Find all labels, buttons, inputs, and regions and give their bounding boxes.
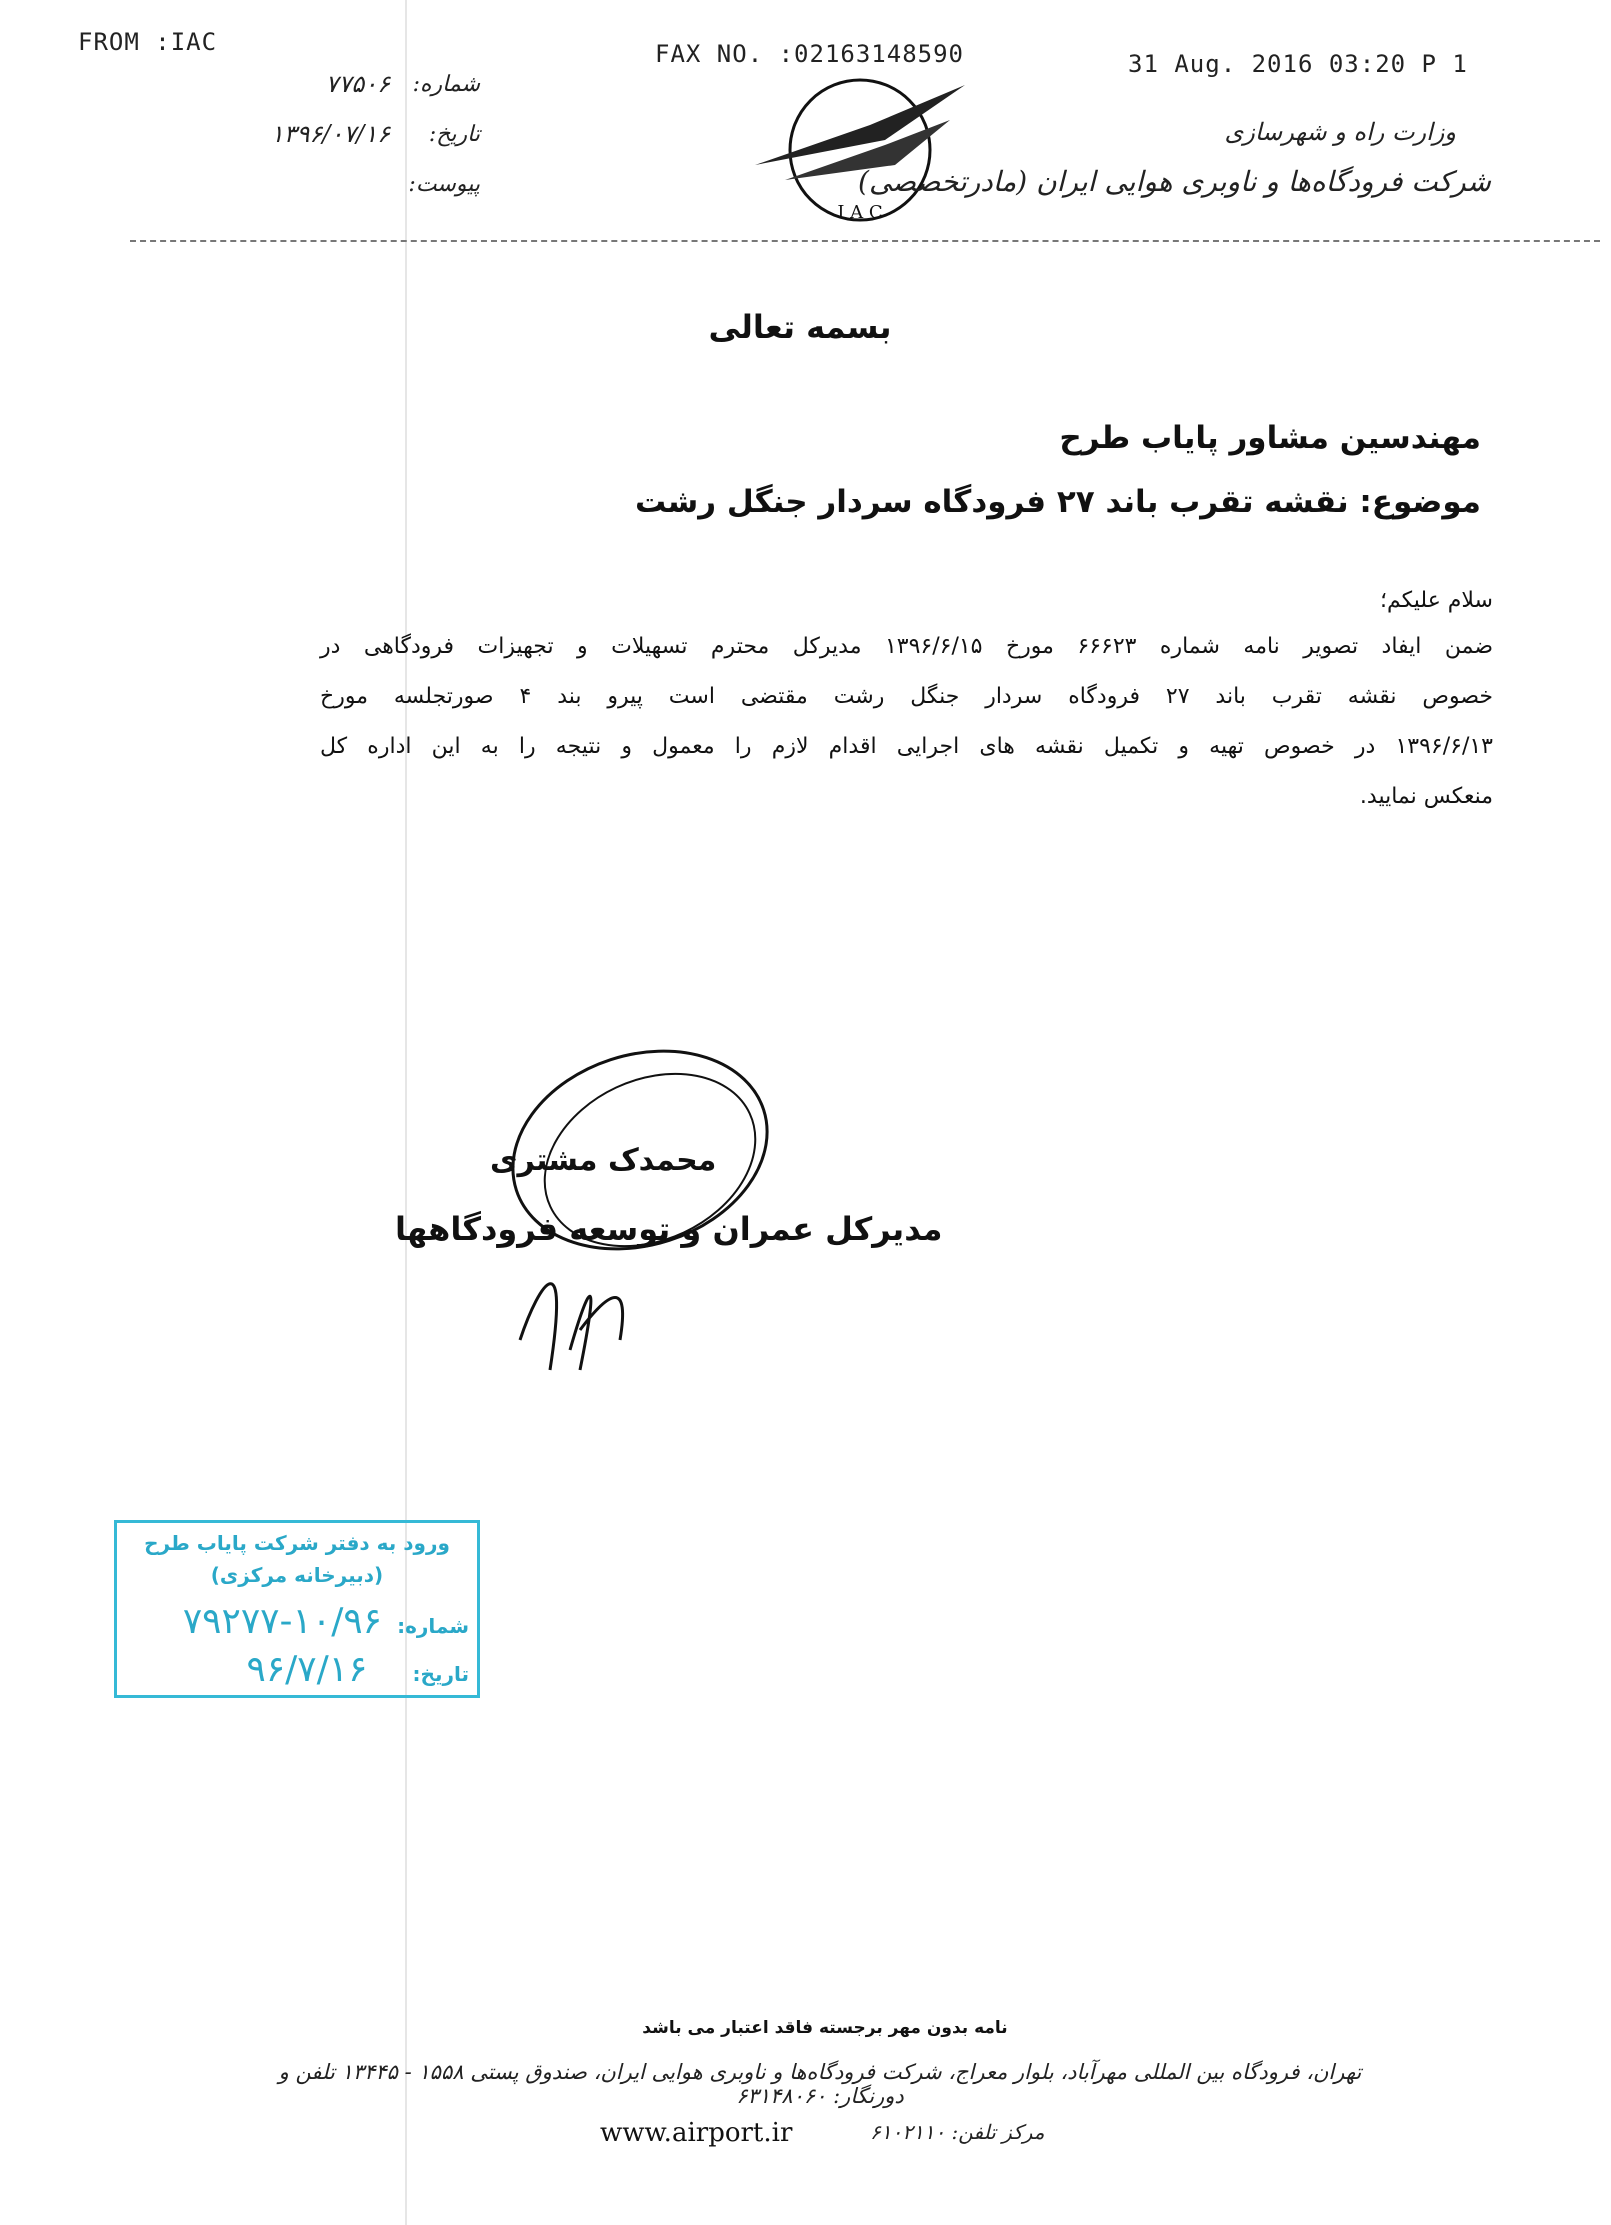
fax-number: FAX NO. :02163148590 xyxy=(655,40,964,68)
ministry-name: وزارت راه و شهرسازی xyxy=(1224,118,1456,146)
footer-website: www.airport.ir xyxy=(600,2118,793,2148)
footer-center-tel: مرکز تلفن: ۶۱۰۲۱۱۰ xyxy=(870,2120,1045,2144)
logo-wing-top xyxy=(755,85,965,165)
stamp-date-row xyxy=(125,1649,469,1690)
stamp-date-value: ۹۶/۷/۱۶ xyxy=(246,1649,368,1690)
attachment-label: پیوست: xyxy=(408,172,480,197)
body-line: منعکس نمایید. xyxy=(1359,784,1493,809)
paper-fold-line xyxy=(405,0,407,2225)
logo-letters: I A C xyxy=(837,202,883,223)
letter-date: ۱۳۹۶/۰۷/۱۶ xyxy=(270,120,390,148)
number-label: شماره: xyxy=(412,72,480,97)
footer-note: نامه بدون مهر برجسته فاقد اعتبار می باشد xyxy=(642,2018,1008,2038)
invocation: بسمه تعالی xyxy=(708,308,892,346)
body-line: ضمن ایفاد تصویر نامه شماره ۶۶۶۲۳ مورخ ۱۳۹۶/۶/۱۵ مدیرکل محترم تسهیلات و تجهیزات فرودگاهی در xyxy=(320,634,1493,659)
company-name: شرکت فرودگاه‌ها و ناوبری هوایی ایران (مادرتخصصی) xyxy=(858,165,1491,198)
fax-datetime: 31 Aug. 2016 03:20 P 1 xyxy=(1128,50,1468,78)
stamp-number-row xyxy=(125,1601,469,1642)
footer-address: تهران، فرودگاه بین المللی مهرآباد، بلوار معراج، شرکت فرودگاه‌ها و ناوبری هوایی ایران، صندوق پستی ۱۵۵۸ - ۱۳۴۴۵ تلفن و دورنگار: ۶۳۱۴۸۰۶۰ xyxy=(278,2060,1362,2108)
stamp-number-label: شماره: xyxy=(397,1614,469,1638)
subject-line: موضوع: نقشه تقرب باند ۲۷ فرودگاه سردار جنگل رشت xyxy=(634,484,1481,520)
fax-from: FROM :IAC xyxy=(78,28,218,56)
signer-title: مدیرکل عمران و توسعه فرودگاهها xyxy=(395,1210,943,1248)
stamp-line2: (دبیرخانه مرکزی) xyxy=(210,1563,384,1587)
body-line: ۱۳۹۶/۶/۱۳ در خصوص تهیه و تکمیل نقشه های اجرایی اقدام لازم را معمول و نتیجه را به این اداره کل xyxy=(320,734,1493,759)
greeting: سلام علیکم؛ xyxy=(1379,588,1493,613)
incoming-stamp xyxy=(114,1520,480,1698)
body-line: خصوص نقشه تقرب باند ۲۷ فرودگاه سردار جنگل رشت مقتضی است پیرو بند ۴ صورتجلسه مورخ xyxy=(320,684,1493,709)
signer-name: محمدک مشتری xyxy=(490,1143,717,1178)
letter-body xyxy=(320,622,1493,822)
iac-logo xyxy=(745,70,975,230)
recipient: مهندسین مشاور پایاب طرح xyxy=(1059,420,1481,456)
signature-strokes xyxy=(520,1284,623,1370)
stamp-line1: ورود به دفتر شرکت پایاب طرح xyxy=(144,1531,450,1555)
header-separator xyxy=(130,240,1600,242)
date-label: تاریخ: xyxy=(428,122,480,147)
stamp-number-value: ۱۰/۹۶-۷۹۲۷۷ xyxy=(182,1601,382,1642)
stamp-date-label: تاریخ: xyxy=(412,1662,469,1686)
letter-number: ۷۷۵۰۶ xyxy=(325,70,390,98)
letter-reference-block xyxy=(210,72,480,212)
